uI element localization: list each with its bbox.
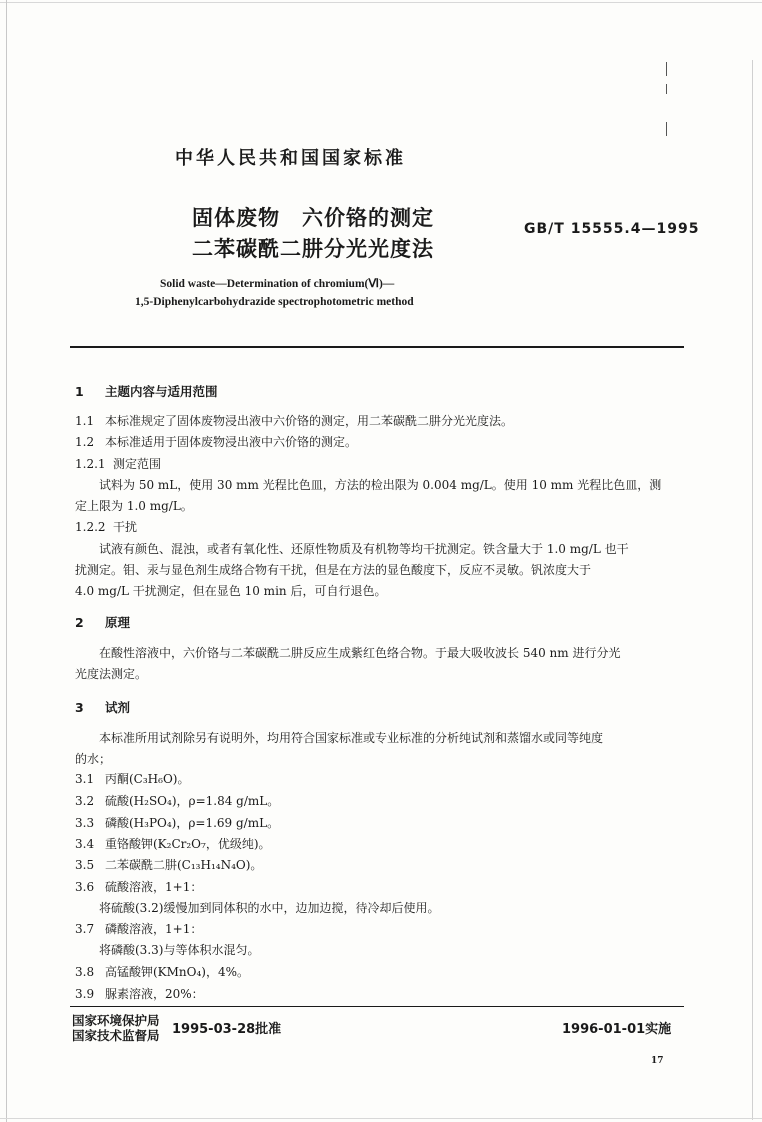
reagent-item [75, 857, 262, 873]
document-title-line1: 固体废物 六价铬的测定 [192, 206, 434, 230]
paragraph-line: 试料为 50 mL，使用 30 mm 光程比色皿，方法的检出限为 0.004 mg/L。使用 10 mm 光程比色皿，测 [99, 478, 662, 492]
scan-border-right [752, 60, 753, 1120]
reagent-item [75, 836, 271, 852]
reagent-number: 3.4 [75, 837, 95, 851]
reagent-item [75, 986, 204, 1002]
clause-1-2-2 [75, 519, 137, 535]
paragraph-line: 4.0 mg/L 干扰测定，但在显色 10 min 后，可自行退色。 [75, 584, 387, 598]
clause-number: 1.2.1 [75, 457, 106, 471]
paragraph-line: 定上限为 1.0 mg/L。 [75, 499, 193, 513]
clause-1-2-1 [75, 456, 161, 472]
scan-mark [666, 62, 667, 76]
paragraph-line: 在酸性溶液中，六价铬与二苯碳酰二肼反应生成紫红色络合物。于最大吸收波长 540 nm 进行分光 [99, 646, 621, 660]
clause-1-1 [75, 413, 513, 429]
clause-text: 本标准规定了固体废物浸出液中六价铬的测定，用二苯碳酰二肼分光光度法。 [105, 414, 514, 428]
paragraph-line: 光度法测定。 [75, 667, 148, 681]
section-title: 主题内容与适用范围 [105, 384, 218, 399]
scan-mark [666, 84, 667, 94]
clause-title: 测定范围 [113, 457, 162, 471]
section-3-heading [75, 698, 130, 716]
reagent-text: 磷酸溶液，1+1： [105, 922, 203, 936]
effective-date: 1996-01-01实施 [562, 1022, 672, 1037]
reagent-item [75, 771, 189, 787]
document-title-line2: 二苯碳酰二肼分光光度法 [192, 237, 434, 261]
section-title: 原理 [105, 615, 131, 630]
reagent-text: 硫酸溶液，1+1： [105, 880, 203, 894]
clause-title: 干扰 [113, 520, 138, 534]
reagent-number: 3.7 [75, 922, 95, 936]
approval-date: 1995-03-28批准 [172, 1022, 282, 1037]
reagent-number: 3.6 [75, 880, 95, 894]
page-number: 17 [651, 1056, 664, 1066]
reagent-number: 3.8 [75, 965, 95, 979]
reagent-number: 3.3 [75, 816, 95, 830]
reagent-item [75, 815, 279, 831]
english-title-line1: Solid waste—Determination of chromium(Ⅵ)— [160, 278, 395, 290]
clause-number: 1.2 [75, 435, 95, 449]
standard-code: GB/T 15555.4—1995 [524, 221, 700, 237]
clause-number: 1.1 [75, 414, 95, 428]
reagent-number: 3.2 [75, 794, 95, 808]
section-2-heading [75, 613, 130, 631]
section-title: 试剂 [105, 700, 131, 715]
reagent-number: 3.9 [75, 987, 95, 1001]
paragraph-line: 扰测定。钼、汞与显色剂生成络合物有干扰，但是在方法的显色酸度下，反应不灵敏。钒浓度大于 [75, 563, 592, 577]
footer-divider [70, 1006, 684, 1007]
reagent-note: 将硫酸(3.2)缓慢加到同体积的水中，边加边搅，待冷却后使用。 [99, 901, 440, 915]
reagent-text: 二苯碳酰二肼(C₁₃H₁₄N₄O)。 [105, 858, 263, 872]
reagent-text: 高锰酸钾(KMnO₄)，4%。 [105, 965, 250, 979]
paragraph-line: 本标准所用试剂除另有说明外，均用符合国家标准或专业标准的分析纯试剂和蒸馏水或同等纯度 [99, 731, 604, 745]
clause-text: 本标准适用于固体废物浸出液中六价铬的测定。 [105, 435, 358, 449]
reagent-text: 丙酮(C₃H₆O)。 [105, 772, 190, 786]
reagent-text: 脲素溶液，20%： [105, 987, 204, 1001]
header-divider [70, 346, 684, 348]
reagent-item [75, 921, 202, 937]
section-number: 3 [75, 700, 84, 715]
section-number: 1 [75, 384, 84, 399]
reagent-text: 重铬酸钾(K₂Cr₂O₇，优级纯)。 [105, 837, 271, 851]
reagent-text: 硫酸(H₂SO₄)，ρ=1.84 g/mL。 [105, 794, 280, 808]
reagent-note: 将磷酸(3.3)与等体积水混匀。 [99, 943, 260, 957]
section-1-heading [75, 382, 218, 400]
section-number: 2 [75, 615, 84, 630]
paragraph-line: 试液有颜色、混浊，或者有氧化性、还原性物质及有机物等均干扰测定。铁含量大于 1.0 mg/L 也干 [99, 542, 629, 556]
scan-border-left [6, 0, 7, 1122]
reagent-item [75, 793, 279, 809]
paragraph-line: 的水； [75, 752, 112, 766]
reagent-item [75, 964, 249, 980]
standard-title: 中华人民共和国国家标准 [175, 148, 406, 169]
scan-border-top [0, 2, 762, 3]
issuer-org-1: 国家环境保护局 [72, 1013, 160, 1028]
reagent-item [75, 879, 202, 895]
scan-border-bottom [0, 1118, 762, 1119]
issuer-org-2: 国家技术监督局 [72, 1028, 160, 1043]
english-title-line2: 1,5-Diphenylcarbohydrazide spectrophotometric method [135, 296, 414, 308]
scan-mark [666, 122, 667, 136]
reagent-number: 3.5 [75, 858, 95, 872]
clause-number: 1.2.2 [75, 520, 106, 534]
clause-1-2 [75, 434, 357, 450]
reagent-number: 3.1 [75, 772, 95, 786]
reagent-text: 磷酸(H₃PO₄)，ρ=1.69 g/mL。 [105, 816, 280, 830]
